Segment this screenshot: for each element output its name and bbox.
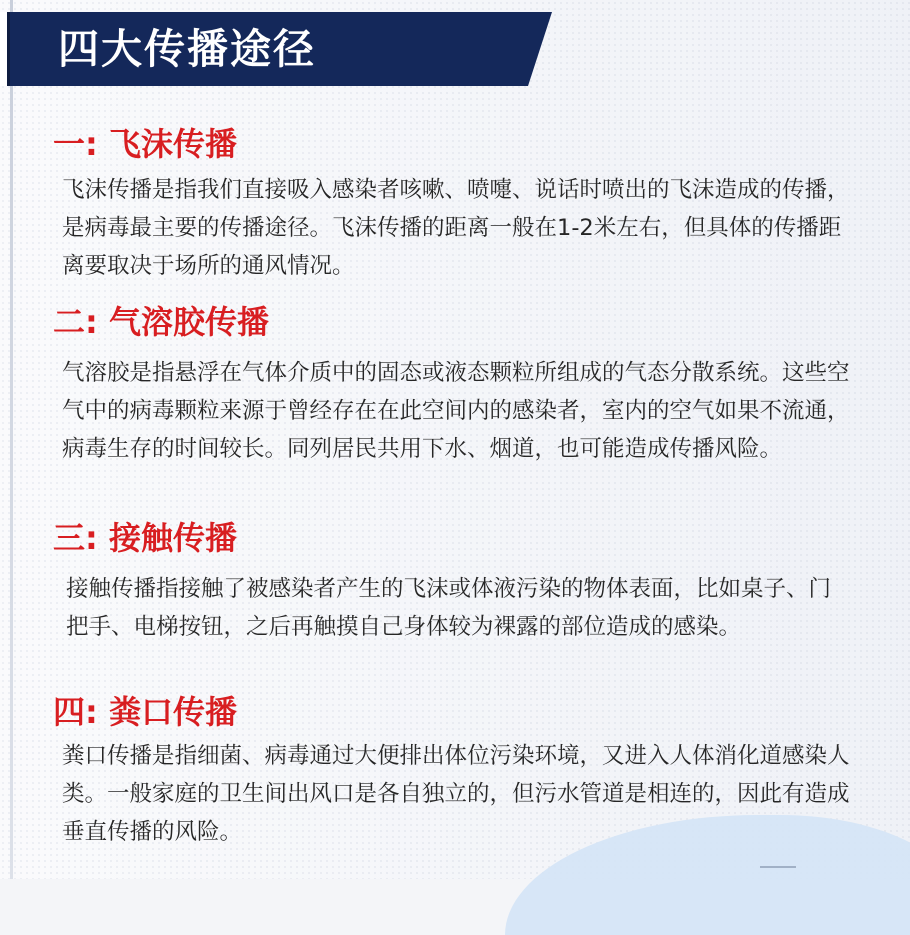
section-heading-droplet: 一: 飞沫传播 <box>53 125 237 163</box>
page-title: 四大传播途径 <box>58 25 316 73</box>
section-body-aerosol: 气溶胶是指悬浮在气体介质中的固态或液态颗粒所组成的气态分散系统。这些空气中的病毒颗粒来源于曾经存在在此空间内的感染者，室内的空气如果不流通，病毒生存的时间较长。同列居民共用下水、烟道，也可能造成传播风险。 <box>62 360 850 462</box>
title-banner <box>0 12 552 86</box>
section-heading-aerosol: 二: 气溶胶传播 <box>53 303 269 341</box>
section-body-fecal-oral: 粪口传播是指细菌、病毒通过大便排出体位污染环境，又进入人体消化道感染人类。一般家庭的卫生间出风口是各自独立的，但污水管道是相连的，因此有造成垂直传播的风险。 <box>62 743 850 845</box>
section-body-droplet: 飞沫传播是指我们直接吸入感染者咳嗽、喷嚏、说话时喷出的飞沫造成的传播，是病毒最主要的传播途径。飞沫传播的距离一般在1-2米左右，但具体的传播距离要取决于场所的通风情况。 <box>62 177 850 279</box>
left-edge-rule <box>10 0 13 879</box>
section-body-contact: 接触传播指接触了被感染者产生的飞沫或体液污染的物体表面，比如桌子、门把手、电梯按钮，之后再触摸自己身体较为裸露的部位造成的感染。 <box>66 576 832 640</box>
section-heading-contact: 三: 接触传播 <box>53 519 237 557</box>
section-heading-fecal-oral: 四: 粪口传播 <box>53 693 237 731</box>
decorative-mark <box>760 866 796 876</box>
